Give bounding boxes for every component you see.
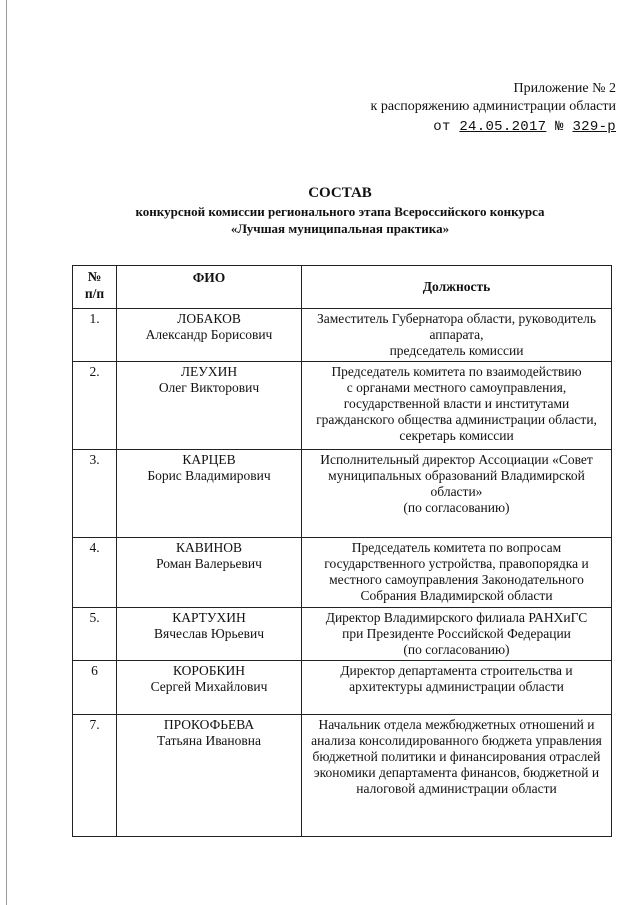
title-line-2: «Лучшая муниципальная практика» [230, 221, 450, 236]
table-row [73, 450, 612, 538]
row-fio: КАВИНОВ Роман Валерьевич [117, 538, 302, 608]
order-number-sign: № [555, 119, 564, 135]
order-reference [433, 118, 616, 136]
row-fio: ЛЕУХИН Олег Викторович [117, 362, 302, 450]
table-row [73, 538, 612, 608]
commission-members-table [72, 265, 612, 837]
order-prefix: от [433, 119, 451, 135]
order-date: 24.05.2017 [459, 119, 547, 135]
row-number: 7. [73, 715, 117, 837]
appendix-header [371, 80, 616, 136]
row-fio: КАРЦЕВ Борис Владимирович [117, 450, 302, 538]
header-number: № п/п [73, 266, 117, 309]
row-position: Директор департамента строительства и архитектуры администрации области [302, 661, 612, 715]
table-row [73, 608, 612, 661]
row-position: Директор Владимирского филиала РАНХиГС при Президенте Российской Федерации (по согласованию) [302, 608, 612, 661]
row-number: 5. [73, 608, 117, 661]
appendix-reference: к распоряжению администрации области [370, 99, 616, 114]
order-number: 329-р [572, 119, 616, 135]
row-fio: КОРОБКИН Сергей Михайлович [117, 661, 302, 715]
table-row [73, 715, 612, 837]
row-number: 1. [73, 309, 117, 362]
table-header-row [73, 266, 612, 309]
document-title [70, 183, 610, 237]
row-position: Председатель комитета по вопросам государственного устройства, правопорядка и местного самоуправления Законодательного Собрания Владимирской области [302, 538, 612, 608]
row-fio: КАРТУХИН Вячеслав Юрьевич [117, 608, 302, 661]
title-line-1: конкурсной комиссии регионального этапа Всероссийского конкурса [135, 204, 545, 219]
row-fio: ПРОКОФЬЕВА Татьяна Ивановна [117, 715, 302, 837]
row-number: 3. [73, 450, 117, 538]
table-row [73, 362, 612, 450]
table-row [73, 309, 612, 362]
row-position: Начальник отдела межбюджетных отношений и анализа консолидированного бюджета управления бюджетной политики и финансирования отраслей экономики департамента финансов, бюджетной и налоговой администрации области [302, 715, 612, 837]
scan-edge-line [6, 0, 7, 905]
row-number: 6 [73, 661, 117, 715]
row-position: Исполнительный директор Ассоциации «Совет муниципальных образований Владимирской области» (по согласованию) [302, 450, 612, 538]
row-number: 2. [73, 362, 117, 450]
appendix-label: Приложение № 2 [513, 81, 616, 96]
row-position: Заместитель Губернатора области, руководитель аппарата, председатель комиссии [302, 309, 612, 362]
row-number: 4. [73, 538, 117, 608]
table-row [73, 661, 612, 715]
row-fio: ЛОБАКОВ Александр Борисович [117, 309, 302, 362]
header-position: Должность [302, 266, 612, 309]
title-main: СОСТАВ [308, 185, 372, 201]
header-fio: ФИО [117, 266, 302, 309]
row-position: Председатель комитета по взаимодействию с органами местного самоуправления, государственной власти и институтами гражданского общества администрации области, секретарь комиссии [302, 362, 612, 450]
